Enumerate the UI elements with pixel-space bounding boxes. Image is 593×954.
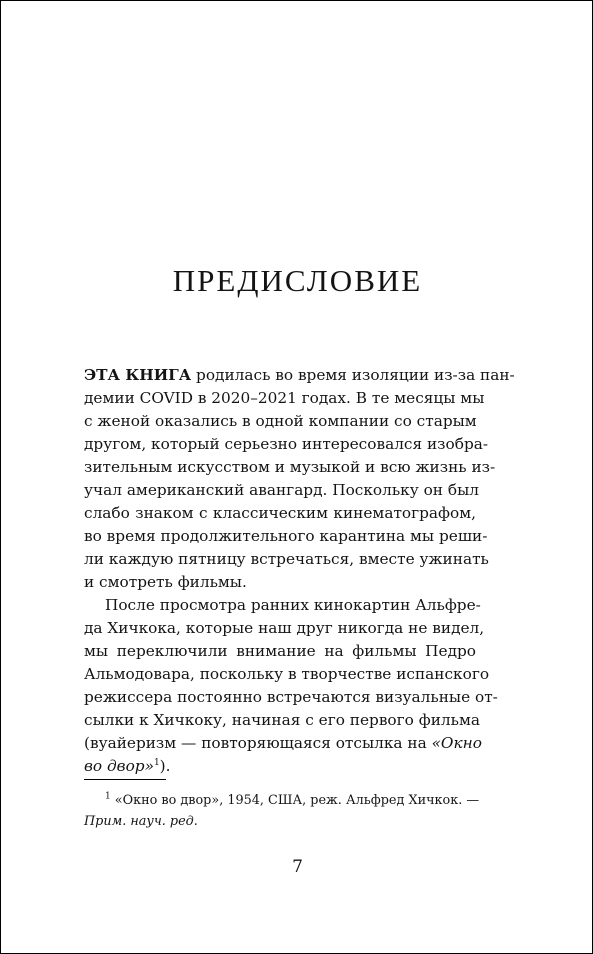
footnote-divider [84, 779, 166, 780]
footnote-text: «Окно во двор», 1954, США, реж. Альфред Хичкок. — [110, 793, 480, 808]
text-line [84, 732, 482, 754]
text-line: ли каждую пятницу встречаться, вместе ужинать [84, 550, 489, 568]
text-line: с женой оказались в одной компании со старым [84, 412, 477, 430]
footnote-reference[interactable]: 1 [153, 757, 160, 768]
footnote-marker: 1 [105, 791, 111, 802]
text-line: и смотреть фильмы. [84, 573, 247, 591]
text-line: Альмодовара, поскольку в творчестве испанского [84, 665, 490, 683]
page-number: 7 [292, 857, 303, 877]
text-line: да Хичкока, которые наш друг никогда не видел, [84, 619, 485, 637]
footnote-line [105, 791, 479, 811]
text-line: другом, который серьезно интересовался изобра- [84, 435, 489, 453]
text-line [84, 364, 515, 386]
text-line: режиссера постоянно встречаются визуальные от- [84, 688, 498, 706]
text-line: После просмотра ранних кинокартин Альфре- [105, 596, 481, 614]
text-line: зительным искусством и музыкой и всю жизнь из- [84, 458, 496, 476]
text-line: учал американский авангард. Поскольку он был [84, 481, 479, 499]
chapter-heading: ПРЕДИСЛОВИЕ [172, 263, 423, 298]
text-line: сылки к Хичкоку, начиная с его первого фильма [84, 711, 480, 729]
text-span: родилась во время изоляции из-за пан- [191, 366, 515, 384]
text-line: во время продолжительного карантина мы реши- [84, 527, 488, 545]
text-span: (вуайеризм — повторяющаяся отсылка на [84, 734, 432, 752]
film-title-italic: «Окно [431, 734, 482, 752]
lead-in: ЭТА КНИГА [84, 366, 192, 384]
text-line: демии COVID в 2020–2021 годах. В те месяцы мы [84, 389, 485, 407]
text-line [84, 755, 476, 777]
text-line: мы переключили внимание на фильмы Педро [84, 642, 476, 660]
text-span: ). [159, 757, 171, 775]
film-title-italic: во двор» [84, 757, 154, 775]
footnote-attribution: Прим. науч. ред. [84, 814, 198, 829]
text-line: слабо знаком с классическим кинематографом, [84, 504, 476, 522]
